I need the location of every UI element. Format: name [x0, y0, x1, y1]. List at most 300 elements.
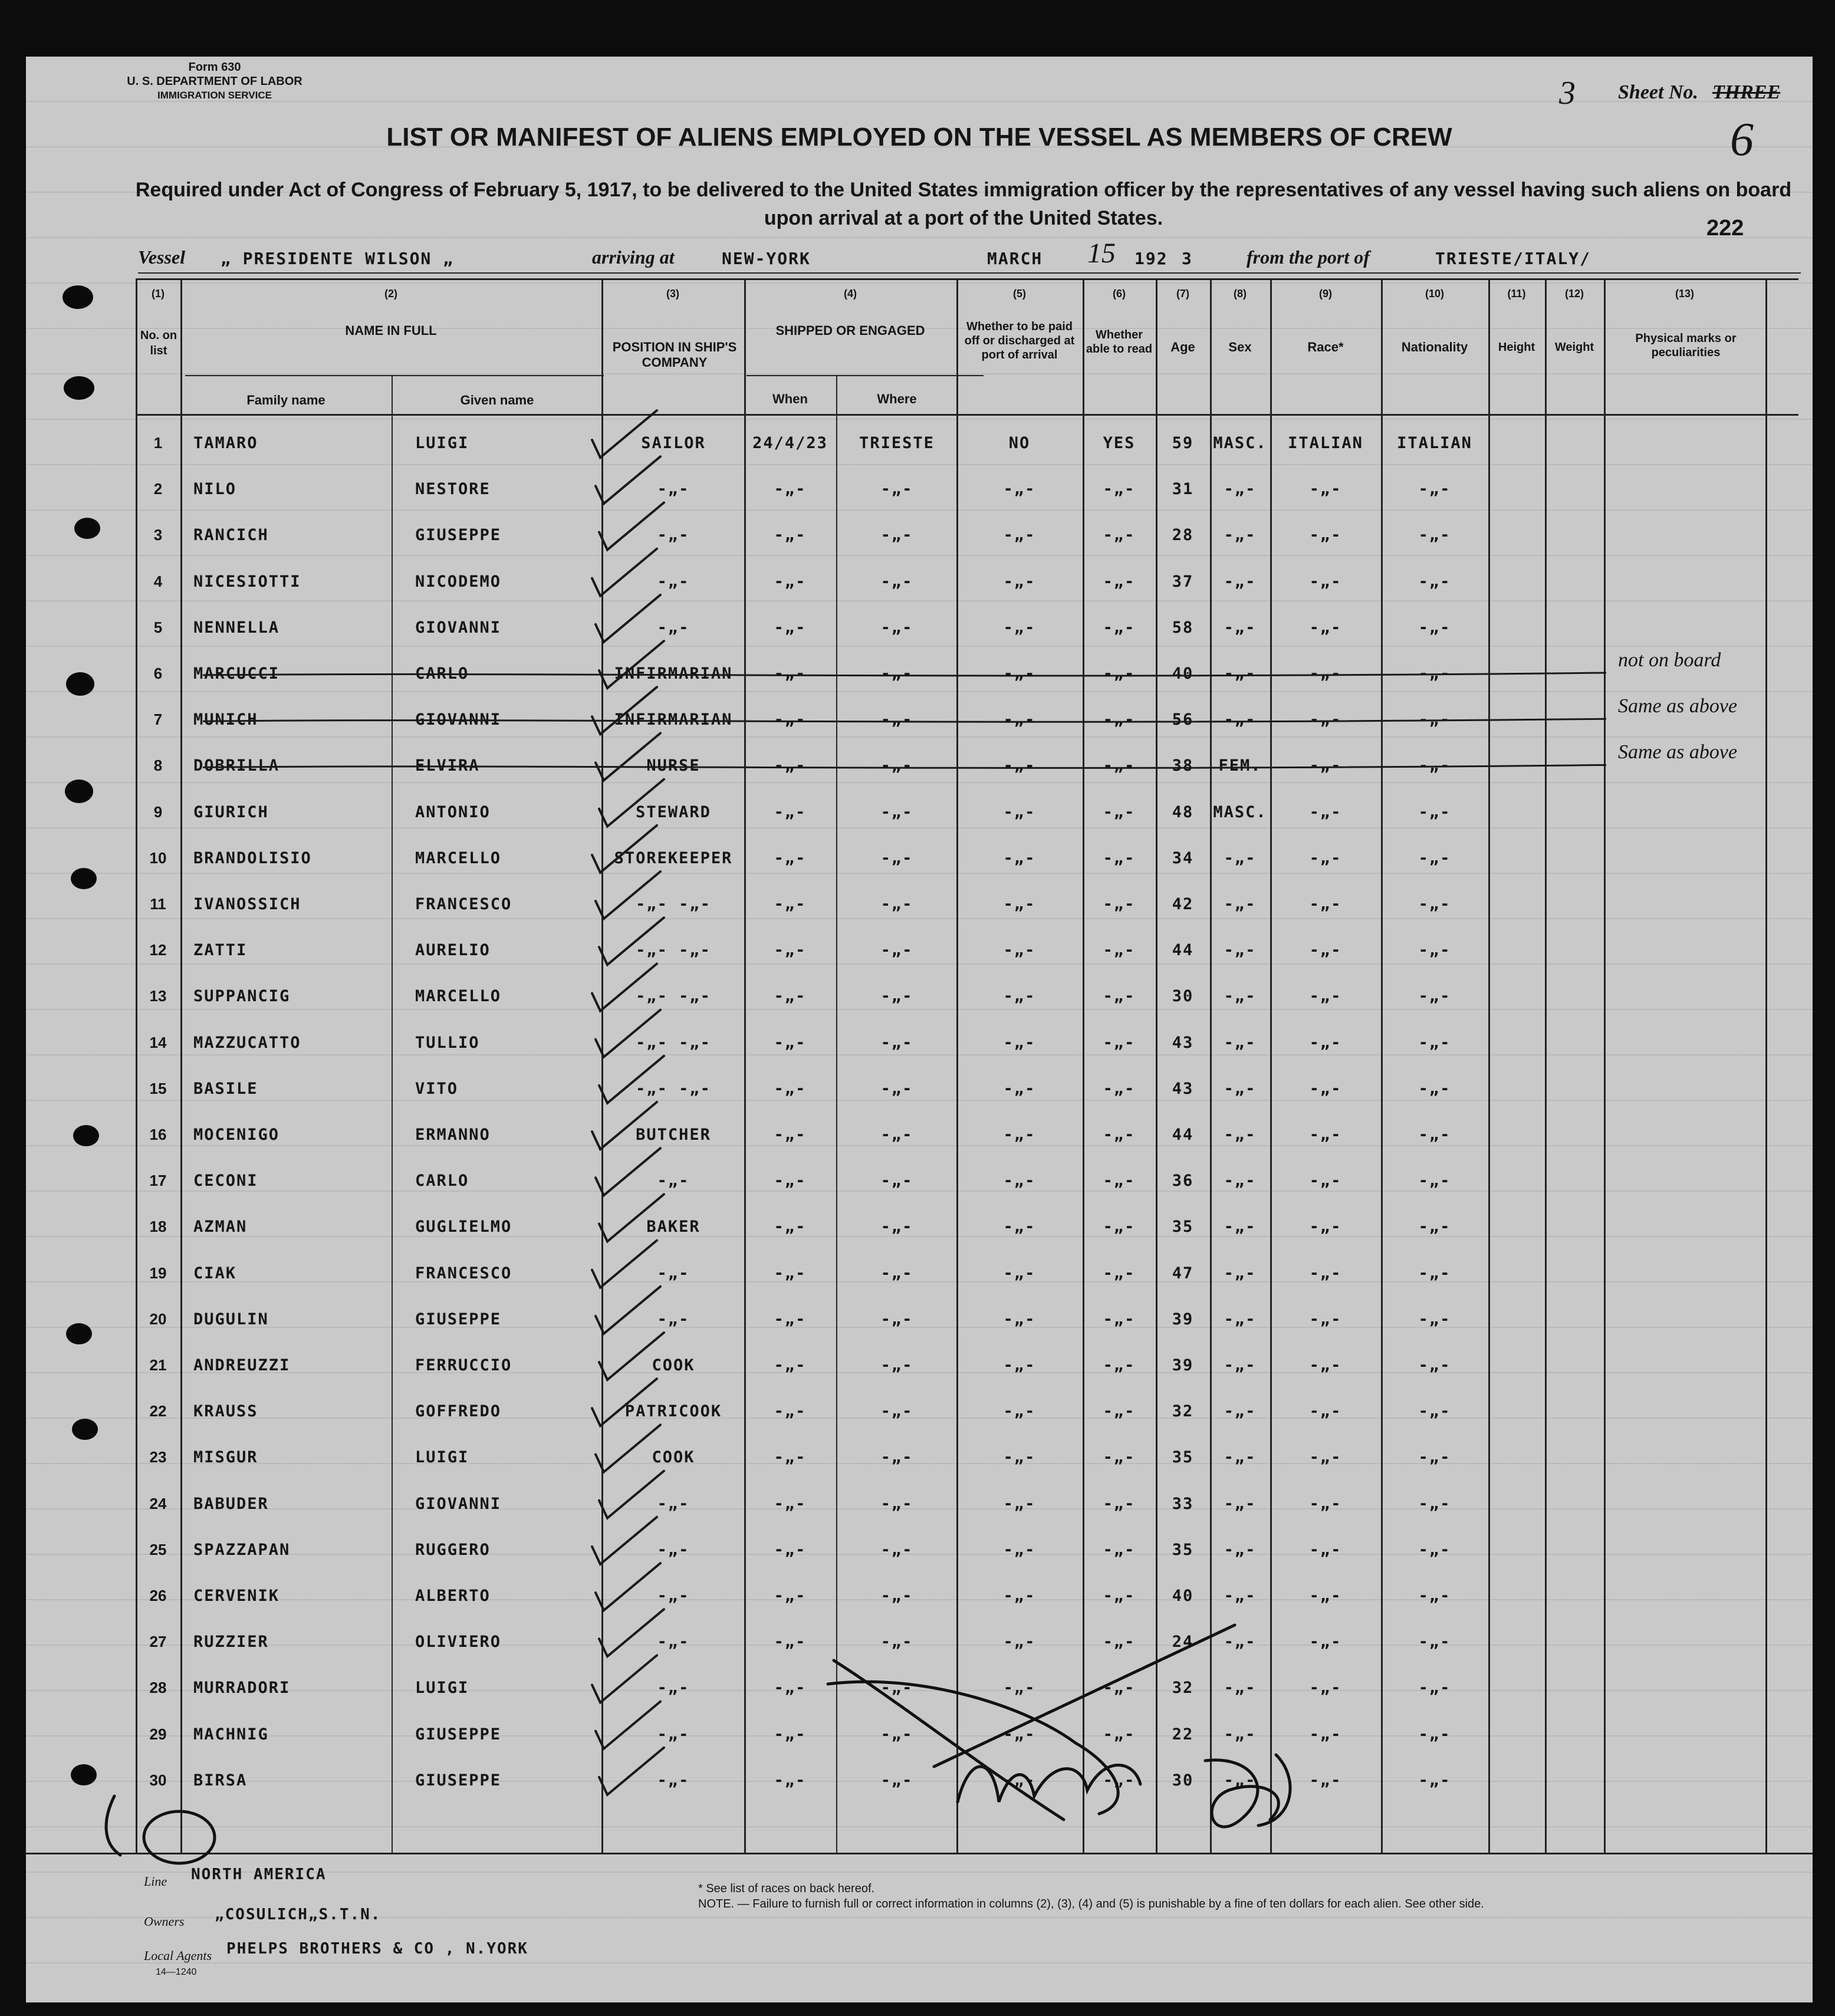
cell-position: -„- — [657, 480, 690, 499]
cell-family: ANDREUZZI — [193, 1356, 291, 1374]
cell-paid: -„- — [1003, 1033, 1036, 1052]
cell-position: BUTCHER — [636, 1126, 711, 1144]
cell-no: 1 — [153, 434, 163, 452]
col-7-number: (7) — [1176, 288, 1189, 300]
department-name: U. S. DEPARTMENT OF LABOR — [127, 75, 302, 88]
cell-family: NENNELLA — [193, 618, 280, 637]
check-mark-icon — [596, 1148, 660, 1195]
cell-no: 2 — [153, 480, 163, 498]
cell-where: -„- — [880, 1079, 913, 1098]
cell-race: -„- — [1309, 803, 1342, 821]
cell-when: -„- — [774, 803, 807, 821]
cell-family: MARCUCCI — [193, 665, 280, 683]
check-mark-icon — [596, 1563, 660, 1610]
col-5-number: (5) — [1013, 288, 1026, 300]
cell-position: COOK — [652, 1448, 695, 1467]
cell-where: -„- — [880, 480, 913, 499]
cell-sex: -„- — [1224, 987, 1257, 1006]
cell-when: -„- — [774, 480, 807, 499]
cell-sex: -„- — [1224, 1126, 1257, 1144]
cell-position: -„- — [657, 1679, 690, 1698]
cell-family: BABUDER — [193, 1494, 269, 1513]
check-mark-icon — [599, 1609, 664, 1656]
cell-where: -„- — [880, 895, 913, 913]
cell-no: 21 — [149, 1356, 167, 1374]
cell-position: -„- — [657, 572, 690, 591]
cell-race: -„- — [1309, 665, 1342, 683]
cell-no: 30 — [149, 1771, 167, 1789]
check-mark-icon — [592, 826, 657, 873]
cell-position: -„- — [657, 1725, 690, 1744]
cell-when: -„- — [774, 1633, 807, 1652]
cell-paid: -„- — [1003, 895, 1036, 913]
cell-read: -„- — [1103, 1264, 1136, 1282]
cell-nationality: -„- — [1418, 803, 1451, 821]
cell-family: SPAZZAPAN — [193, 1540, 291, 1559]
cell-family: KRAUSS — [193, 1402, 258, 1421]
cell-age: 32 — [1172, 1679, 1194, 1698]
arrival-month: MARCH — [987, 249, 1043, 268]
cell-where: -„- — [880, 572, 913, 591]
cell-nationality: -„- — [1418, 1172, 1451, 1190]
cell-paid: -„- — [1003, 1310, 1036, 1328]
cell-race: -„- — [1309, 526, 1342, 545]
cell-where: -„- — [880, 1679, 913, 1698]
cell-no: 27 — [149, 1633, 167, 1651]
cell-sex: -„- — [1224, 1633, 1257, 1652]
form-code-222: 222 — [1706, 216, 1744, 241]
cell-read: -„- — [1103, 849, 1136, 867]
cell-given: RUGGERO — [415, 1540, 491, 1559]
cell-given: FRANCESCO — [415, 895, 512, 913]
col-3-number: (3) — [666, 288, 679, 300]
arrival-day: 15 — [1087, 238, 1116, 269]
cell-position: NURSE — [646, 757, 701, 775]
cell-given: GIUSEPPE — [415, 526, 502, 545]
cell-position: -„- -„- — [636, 987, 711, 1006]
cell-nationality: -„- — [1418, 1633, 1451, 1652]
cell-read: YES — [1103, 434, 1136, 452]
footer-owners: „COSULICH„S.T.N. — [215, 1906, 382, 1923]
cell-no: 25 — [149, 1540, 167, 1558]
binder-hole-icon — [63, 285, 100, 1785]
footer-line: NORTH AMERICA — [191, 1866, 327, 1883]
arrival-year: 3 — [1182, 249, 1193, 268]
cell-nationality: -„- — [1418, 1587, 1451, 1605]
cell-when: -„- — [774, 1218, 807, 1236]
cell-sex: -„- — [1224, 1172, 1257, 1190]
cell-paid: -„- — [1003, 1402, 1036, 1421]
cell-race: -„- — [1309, 1633, 1342, 1652]
cell-read: -„- — [1103, 572, 1136, 591]
cell-read: -„- — [1103, 1587, 1136, 1605]
col-position: POSITION IN SHIP'S COMPANY — [612, 340, 737, 370]
cell-position: INFIRMARIAN — [614, 711, 733, 729]
handwriting-overlay — [26, 57, 1813, 2002]
cell-sex: -„- — [1224, 1771, 1257, 1790]
col-shipped-engaged: SHIPPED OR ENGAGED — [775, 323, 925, 338]
col-family-name: Family name — [246, 393, 325, 407]
cell-given: MARCELLO — [415, 849, 502, 867]
cell-no: 22 — [149, 1402, 167, 1420]
cell-family: SUPPANCIG — [193, 987, 291, 1006]
cell-paid: -„- — [1003, 1587, 1036, 1605]
check-mark-icon — [599, 1056, 664, 1103]
check-mark-icon — [592, 1102, 657, 1149]
cell-paid: -„- — [1003, 1494, 1036, 1513]
cell-no: 18 — [149, 1218, 167, 1236]
cell-when: -„- — [774, 1587, 807, 1605]
cell-race: -„- — [1309, 941, 1342, 960]
cell-where: -„- — [880, 1633, 913, 1652]
cell-sex: -„- — [1224, 618, 1257, 637]
cell-where: TRIESTE — [859, 434, 935, 452]
cell-family: ZATTI — [193, 941, 248, 960]
cell-position: STOREKEEPER — [614, 849, 733, 867]
footer-owners-label: Owners — [144, 1914, 185, 1929]
cell-no: 3 — [153, 526, 163, 544]
cell-age: 47 — [1172, 1264, 1194, 1282]
cell-where: -„- — [880, 526, 913, 545]
cell-given: LUIGI — [415, 1679, 469, 1698]
cell-read: -„- — [1103, 1771, 1136, 1790]
cell-sex: -„- — [1224, 1079, 1257, 1098]
cell-nationality: -„- — [1418, 1494, 1451, 1513]
cell-age: 33 — [1172, 1494, 1194, 1513]
cell-where: -„- — [880, 1126, 913, 1144]
cell-sex: -„- — [1224, 526, 1257, 545]
cell-nationality: -„- — [1418, 665, 1451, 683]
cell-no: 14 — [149, 1033, 167, 1051]
cell-sex: -„- — [1224, 665, 1257, 683]
cell-no: 9 — [153, 803, 163, 821]
cell-family: MISGUR — [193, 1448, 258, 1467]
cell-sex: -„- — [1224, 941, 1257, 960]
cell-nationality: -„- — [1418, 1218, 1451, 1236]
check-mark-icon — [592, 1241, 657, 1288]
cell-where: -„- — [880, 665, 913, 683]
cell-where: -„- — [880, 1448, 913, 1467]
cell-nationality: -„- — [1418, 757, 1451, 775]
cell-when: -„- — [774, 895, 807, 913]
footer-agents: PHELPS BROTHERS & CO , N.YORK — [226, 1940, 528, 1958]
cell-sex: MASC. — [1213, 803, 1267, 821]
cell-no: 10 — [149, 849, 167, 867]
cell-when: -„- — [774, 1126, 807, 1144]
cell-where: -„- — [880, 1402, 913, 1421]
cell-read: -„- — [1103, 1033, 1136, 1052]
col-given-name: Given name — [460, 393, 534, 407]
check-mark-icon — [596, 1010, 660, 1057]
cell-sex: -„- — [1224, 1587, 1257, 1605]
cell-nationality: -„- — [1418, 480, 1451, 499]
cell-sex: -„- — [1224, 1679, 1257, 1698]
cell-sex: -„- — [1224, 1356, 1257, 1374]
check-mark-icon — [596, 1702, 660, 1749]
cell-read: -„- — [1103, 1126, 1136, 1144]
col-9-number: (9) — [1319, 288, 1332, 300]
cell-age: 35 — [1172, 1218, 1194, 1236]
cell-race: -„- — [1309, 1540, 1342, 1559]
col-10-number: (10) — [1425, 288, 1444, 300]
cell-sex: -„- — [1224, 711, 1257, 729]
cell-age: 35 — [1172, 1540, 1194, 1559]
cell-race: -„- — [1309, 895, 1342, 913]
cell-read: -„- — [1103, 1540, 1136, 1559]
cell-given: FERRUCCIO — [415, 1356, 512, 1374]
cell-no: 15 — [149, 1079, 167, 1097]
cell-sex: -„- — [1224, 1402, 1257, 1421]
cell-given: CARLO — [415, 665, 469, 683]
cell-race: -„- — [1309, 1448, 1342, 1467]
cell-no: 26 — [149, 1587, 167, 1604]
cell-position: -„- — [657, 1264, 690, 1282]
cell-position: -„- -„- — [636, 1079, 711, 1098]
cell-nationality: -„- — [1418, 849, 1451, 867]
col-weight: Weight — [1554, 341, 1594, 354]
check-mark-icon — [592, 1655, 657, 1702]
page-subtitle: Required under Act of Congress of February 5, 1917, to be delivered to the United States immigration officer by the representatives of any vessel having such aliens on board upon arrival at a port of the United States. — [135, 179, 1792, 229]
cell-when: -„- — [774, 1771, 807, 1790]
manifest-sheet — [26, 57, 1813, 2002]
cell-when: -„- — [774, 572, 807, 591]
cell-age: 40 — [1172, 1587, 1194, 1605]
cell-paid: -„- — [1003, 665, 1036, 683]
cell-no: 5 — [153, 618, 163, 636]
cell-where: -„- — [880, 757, 913, 775]
cell-race: -„- — [1309, 1356, 1342, 1374]
cell-given: ANTONIO — [415, 803, 491, 821]
cell-given: GOFFREDO — [415, 1402, 502, 1421]
cell-sex: MASC. — [1213, 434, 1267, 452]
cell-given: ERMANNO — [415, 1126, 491, 1144]
cell-race: -„- — [1309, 1725, 1342, 1744]
col-11-number: (11) — [1507, 288, 1526, 300]
cell-where: -„- — [880, 803, 913, 821]
cell-position: -„- — [657, 618, 690, 637]
col-6-number: (6) — [1113, 288, 1126, 300]
cell-when: -„- — [774, 1679, 807, 1698]
cell-race: -„- — [1309, 1079, 1342, 1098]
cell-where: -„- — [880, 1356, 913, 1374]
col-8-number: (8) — [1234, 288, 1247, 300]
cell-read: -„- — [1103, 711, 1136, 729]
cell-age: 24 — [1172, 1633, 1194, 1652]
cell-nationality: -„- — [1418, 941, 1451, 960]
cell-when: -„- — [774, 1172, 807, 1190]
cell-position: COOK — [652, 1356, 695, 1374]
col-no-on-list: No. on list — [140, 329, 177, 357]
cell-given: ALBERTO — [415, 1587, 491, 1605]
footer-note-fine: NOTE. — Failure to furnish full or correct information in columns (2), (3), (4) and (5) is punishable by a fine of ten dollars for each alien. See other side. — [698, 1897, 1484, 1910]
cell-where: -„- — [880, 1033, 913, 1052]
cell-nationality: -„- — [1418, 1540, 1451, 1559]
cell-family: MOCENIGO — [193, 1126, 280, 1144]
col-height: Height — [1498, 341, 1535, 354]
cell-age: 39 — [1172, 1356, 1194, 1374]
col-where: Where — [877, 392, 917, 406]
cell-when: -„- — [774, 1264, 807, 1282]
cell-sex: -„- — [1224, 572, 1257, 591]
cell-when: -„- — [774, 1356, 807, 1374]
cell-family: MURRADORI — [193, 1679, 291, 1698]
col-4-number: (4) — [844, 288, 857, 300]
cell-sex: -„- — [1224, 1310, 1257, 1328]
col-age: Age — [1170, 340, 1195, 354]
cell-no: 8 — [153, 757, 163, 775]
cell-position: -„- — [657, 1587, 690, 1605]
check-mark-icon — [592, 410, 657, 458]
col-nationality: Nationality — [1401, 340, 1468, 354]
cell-given: GIUSEPPE — [415, 1771, 502, 1790]
sheet-number-handwritten-3: 3 — [1559, 75, 1576, 111]
cell-where: -„- — [880, 1587, 913, 1605]
cell-given: LUIGI — [415, 1448, 469, 1467]
check-mark-icon — [592, 1517, 657, 1564]
cell-read: -„- — [1103, 618, 1136, 637]
col-race: Race* — [1307, 340, 1344, 354]
check-mark-icon — [592, 549, 657, 596]
cell-race: -„- — [1309, 480, 1342, 499]
cell-position: STEWARD — [636, 803, 711, 821]
cell-paid: -„- — [1003, 1079, 1036, 1098]
cell-where: -„- — [880, 1310, 913, 1328]
cell-no: 11 — [150, 895, 166, 913]
cell-paid: NO — [1008, 434, 1031, 452]
cell-age: 40 — [1172, 665, 1194, 683]
cell-nationality: -„- — [1418, 572, 1451, 591]
cell-read: -„- — [1103, 987, 1136, 1006]
cell-age: 43 — [1172, 1079, 1194, 1098]
cell-race: -„- — [1309, 1218, 1342, 1236]
cell-paid: -„- — [1003, 1172, 1036, 1190]
cell-paid: -„- — [1003, 1126, 1036, 1144]
cell-read: -„- — [1103, 1356, 1136, 1374]
cell-given: GUGLIELMO — [415, 1218, 512, 1236]
cell-family: NILO — [193, 480, 237, 499]
cell-race: -„- — [1309, 849, 1342, 867]
cell-family: RANCICH — [193, 526, 269, 545]
cell-nationality: -„- — [1418, 711, 1451, 729]
cell-physical-marks: Same as above — [1618, 695, 1738, 718]
cell-no: 28 — [149, 1679, 167, 1697]
cell-age: 30 — [1172, 987, 1194, 1006]
cell-where: -„- — [880, 1494, 913, 1513]
form-number: Form 630 — [188, 61, 241, 74]
cell-where: -„- — [880, 1218, 913, 1236]
cell-age: 38 — [1172, 757, 1194, 775]
footer-form-code: 14—1240 — [156, 1967, 197, 1977]
check-mark-icon — [599, 1471, 664, 1518]
cell-family: CECONI — [193, 1172, 258, 1190]
cell-nationality: -„- — [1418, 1448, 1451, 1467]
cell-family: CIAK — [193, 1264, 237, 1282]
cell-nationality: -„- — [1418, 526, 1451, 545]
col-paid-off: Whether to be paid off or discharged at port of arrival — [964, 320, 1075, 361]
cell-age: 42 — [1172, 895, 1194, 913]
vessel-label: Vessel — [138, 246, 185, 268]
cell-no: 24 — [149, 1494, 167, 1512]
cell-given: TULLIO — [415, 1033, 480, 1052]
cell-race: -„- — [1309, 757, 1342, 775]
cell-read: -„- — [1103, 895, 1136, 913]
service-name: IMMIGRATION SERVICE — [157, 90, 272, 101]
cell-physical-marks: Same as above — [1618, 741, 1738, 764]
cell-paid: -„- — [1003, 757, 1036, 775]
cell-given: NICODEMO — [415, 572, 502, 591]
cell-paid: -„- — [1003, 526, 1036, 545]
cell-race: -„- — [1309, 987, 1342, 1006]
check-mark-icon — [592, 963, 657, 1011]
cell-position: -„- — [657, 1540, 690, 1559]
cell-paid: -„- — [1003, 987, 1036, 1006]
cell-given: OLIVIERO — [415, 1633, 502, 1652]
cell-family: TAMARO — [193, 434, 258, 452]
cell-sex: -„- — [1224, 480, 1257, 499]
cell-paid: -„- — [1003, 1679, 1036, 1698]
cell-position: -„- -„- — [636, 941, 711, 960]
cell-nationality: -„- — [1418, 1310, 1451, 1328]
cell-where: -„- — [880, 1172, 913, 1190]
cell-no: 29 — [149, 1725, 167, 1743]
cell-where: -„- — [880, 1725, 913, 1744]
cell-paid: -„- — [1003, 1448, 1036, 1467]
check-mark-icon — [596, 871, 660, 919]
arrival-year-prefix: 192 — [1134, 249, 1168, 268]
cell-paid: -„- — [1003, 1218, 1036, 1236]
cell-sex: -„- — [1224, 1494, 1257, 1513]
cell-sex: -„- — [1224, 849, 1257, 867]
sheet-number-handwritten-6: 6 — [1730, 114, 1754, 166]
cell-race: -„- — [1309, 711, 1342, 729]
cell-race: -„- — [1309, 618, 1342, 637]
cell-paid: -„- — [1003, 618, 1036, 637]
signature-icon — [106, 1625, 1290, 1863]
cell-read: -„- — [1103, 1402, 1136, 1421]
cell-when: -„- — [774, 1310, 807, 1328]
cell-race: -„- — [1309, 1172, 1342, 1190]
cell-paid: -„- — [1003, 803, 1036, 821]
cell-family: BRANDOLISIO — [193, 849, 312, 867]
cell-when: -„- — [774, 987, 807, 1006]
cell-family: MUNICH — [193, 711, 258, 729]
cell-race: -„- — [1309, 1679, 1342, 1698]
check-mark-icon — [596, 456, 660, 504]
check-mark-icon — [596, 733, 660, 780]
cell-age: 32 — [1172, 1402, 1194, 1421]
cell-given: MARCELLO — [415, 987, 502, 1006]
cell-race: -„- — [1309, 1033, 1342, 1052]
cell-position: BAKER — [646, 1218, 701, 1236]
cell-paid: -„- — [1003, 849, 1036, 867]
cell-read: -„- — [1103, 665, 1136, 683]
cell-when: -„- — [774, 1725, 807, 1744]
cell-family: RUZZIER — [193, 1633, 269, 1652]
cell-given: NESTORE — [415, 480, 491, 499]
cell-when: 24/4/23 — [752, 434, 828, 452]
cell-where: -„- — [880, 1540, 913, 1559]
cell-read: -„- — [1103, 1448, 1136, 1467]
cell-read: -„- — [1103, 941, 1136, 960]
cell-age: 30 — [1172, 1771, 1194, 1790]
col-able-to-read: Whether able to read — [1086, 328, 1153, 356]
check-mark-icon — [592, 687, 657, 734]
cell-nationality: -„- — [1418, 1771, 1451, 1790]
cell-sex: -„- — [1224, 1725, 1257, 1744]
cell-age: 34 — [1172, 849, 1194, 867]
cell-sex: FEM. — [1218, 757, 1262, 775]
cell-where: -„- — [880, 941, 913, 960]
